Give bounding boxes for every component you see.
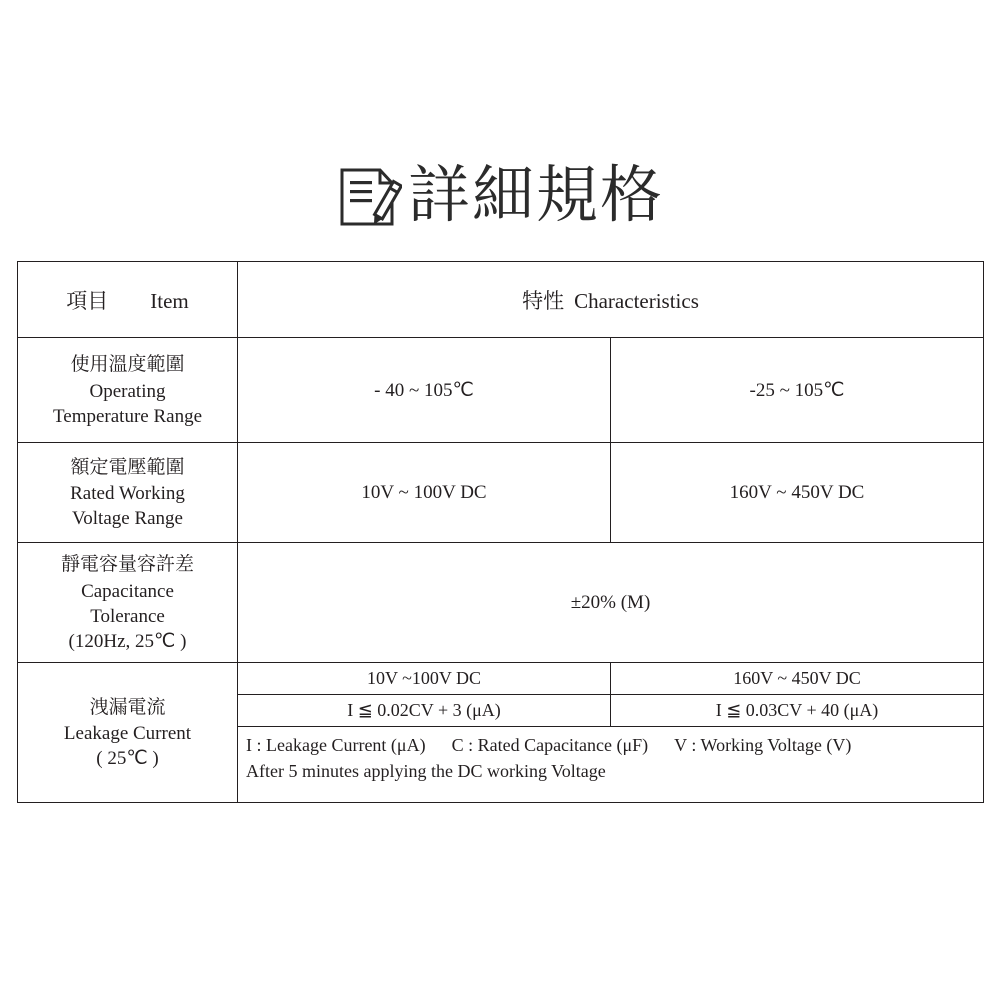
row-label-rated-voltage [18, 443, 238, 543]
page-title-block [0, 148, 1000, 248]
table-row-rated-voltage [18, 443, 984, 543]
note-symbol-v: V : Working Voltage (V) [674, 735, 852, 755]
table-header-row [18, 262, 984, 338]
table-row-capacitance-tolerance [18, 543, 984, 663]
document-pencil-icon [336, 166, 402, 230]
leakage-range-high: 160V ~ 450V DC [611, 663, 984, 695]
header-cell-characteristics [238, 262, 984, 338]
note-symbol-c: C : Rated Capacitance (μF) [451, 735, 649, 755]
label-line: 使用溫度範圍 [70, 353, 185, 376]
value-operating-temperature-high: -25 ~ 105℃ [611, 338, 984, 443]
value-capacitance-tolerance: ±20% (M) [238, 543, 984, 663]
label-line: 洩漏電流 [89, 695, 166, 718]
leakage-current-subtable [238, 663, 983, 802]
label-line: Capacitance [81, 580, 174, 602]
label-line: Rated Working [70, 483, 185, 505]
leakage-note-cell [238, 727, 983, 803]
leakage-note-line-1 [246, 732, 975, 758]
table-row-operating-temperature [18, 338, 984, 443]
value-rated-voltage-high: 160V ~ 450V DC [611, 443, 984, 543]
row-label-operating-temperature [18, 338, 238, 443]
label-line: ( 25℃ ) [96, 748, 159, 770]
leakage-note-line-2: After 5 minutes applying the DC working Voltage [246, 761, 606, 782]
leakage-current-detail-cell [238, 663, 984, 803]
header-char-cn: 特性 [522, 288, 565, 313]
specification-table [17, 261, 984, 803]
watermark [984, 938, 988, 948]
leakage-formula-high: I ≦ 0.03CV + 40 (μA) [611, 695, 984, 727]
header-item-cn: 項目 [66, 288, 109, 313]
leakage-range-row [238, 663, 983, 695]
header-cell-item [18, 262, 238, 338]
header-item-en: Item [150, 288, 189, 313]
label-line: Operating [89, 380, 166, 402]
value-operating-temperature-low: - 40 ~ 105℃ [238, 338, 611, 443]
leakage-formula-low: I ≦ 0.02CV + 3 (μA) [238, 695, 611, 727]
label-line: 靜電容量容許差 [60, 553, 194, 576]
label-line: Temperature Range [52, 405, 202, 427]
leakage-note-row [238, 727, 983, 803]
leakage-formula-row [238, 695, 983, 727]
leakage-range-low: 10V ~100V DC [238, 663, 611, 695]
label-line: Tolerance [90, 605, 165, 627]
note-symbol-i: I : Leakage Current (μA) [246, 735, 426, 755]
page-title: 詳細規格 [407, 158, 664, 231]
label-line: Voltage Range [72, 508, 183, 530]
value-rated-voltage-low: 10V ~ 100V DC [238, 443, 611, 543]
header-char-en: Characteristics [574, 288, 699, 313]
row-label-leakage-current [18, 663, 238, 803]
label-line: (120Hz, 25℃ ) [68, 630, 187, 652]
row-label-capacitance-tolerance [18, 543, 238, 663]
label-line: 額定電壓範圍 [70, 455, 185, 478]
label-line: Leakage Current [63, 723, 192, 745]
table-row-leakage-current [18, 663, 984, 803]
